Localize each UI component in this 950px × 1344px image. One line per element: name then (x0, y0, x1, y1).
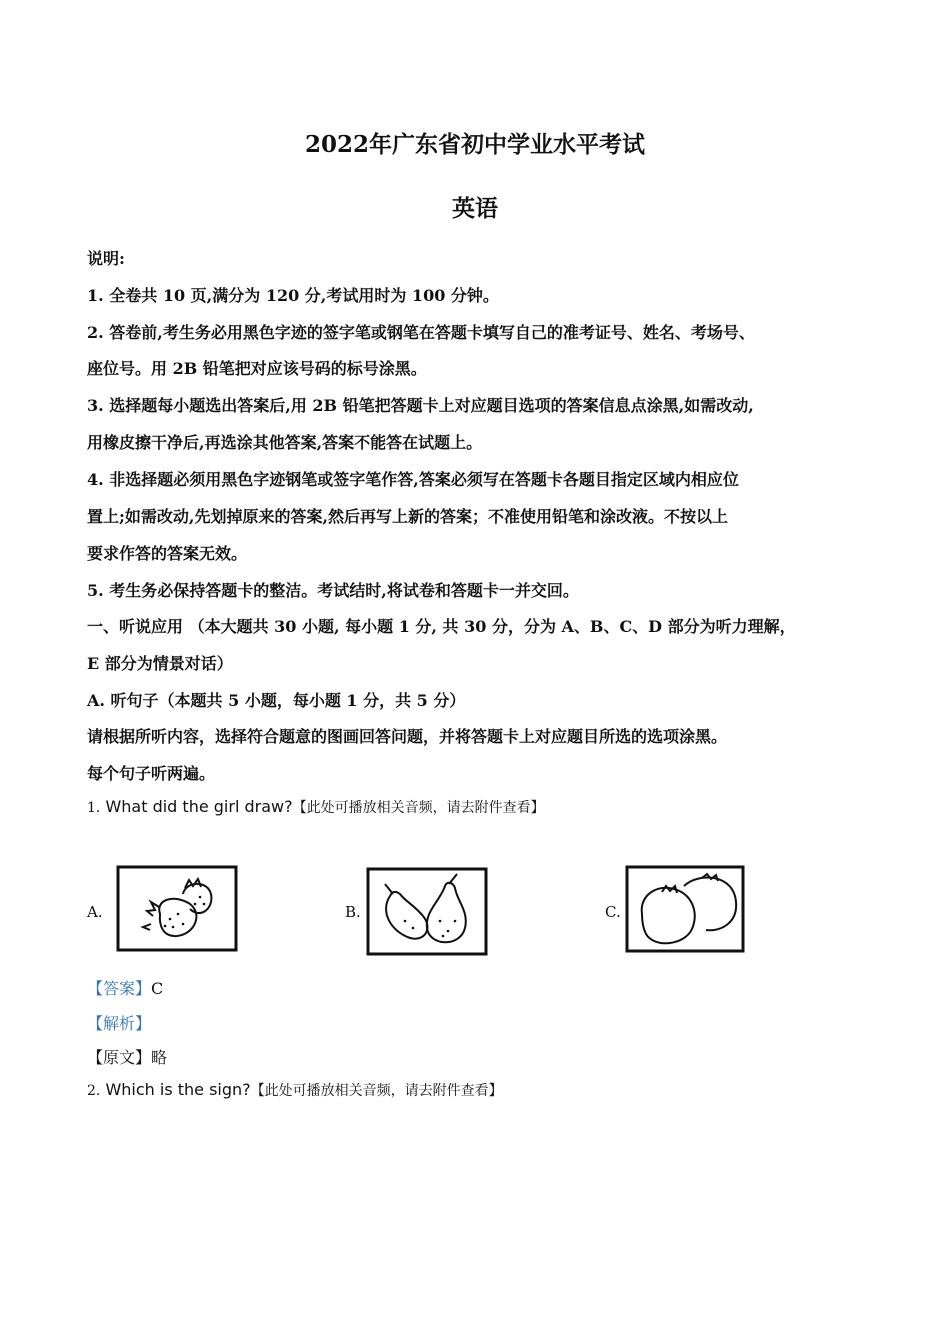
pears-picture[interactable] (365, 866, 490, 958)
directions-line: 请根据所听内容，选择符合题意的图画回答问题，并将答题卡上对应题目所选的选项涂黑。 (87, 727, 728, 746)
analysis-tag: 【解析】 (87, 1014, 152, 1033)
instruction-line: 4. 非选择题必须用黑色字迹钢笔或签字笔作答,答案必须写在答题卡各题目指定区域内相应位 (87, 470, 739, 489)
audio-note[interactable]: 【此处可播放相关音频，请去附件查看】 (292, 800, 545, 816)
option-b-label[interactable]: B. (345, 903, 361, 921)
instruction-line: 1. 全卷共 10 页,满分为 120 分,考试用时为 100 分钟。 (87, 286, 499, 305)
question-number: 1. (87, 800, 101, 816)
instruction-line: 3. 选择题每小题选出答案后,用 2B 铅笔把答题卡上对应题目选项的答案信息点涂黑,如需改动, (87, 396, 754, 415)
original-text: 略 (151, 1048, 168, 1067)
question-number: 2. (87, 1083, 101, 1099)
question-1 (87, 797, 877, 817)
instructions-heading: 说明: (87, 249, 125, 268)
question-text: What did the girl draw? (105, 797, 293, 816)
instruction-line: 2. 答卷前,考生务必用黑色字迹的签字笔或钢笔在答题卡填写自己的准考证号、姓名、考场号、 (87, 323, 755, 342)
exam-title: 2022年广东省初中学业水平考试 (304, 131, 645, 158)
instruction-line: 用橡皮擦干净后,再选涂其他答案,答案不能答在试题上。 (87, 433, 483, 452)
instruction-line: 要求作答的答案无效。 (87, 544, 248, 563)
original-row (87, 1045, 877, 1068)
question-text: Which is the sign? (105, 1080, 251, 1099)
answer-row (87, 976, 877, 999)
section-heading-cont: E 部分为情景对话） (87, 654, 233, 673)
option-a-label[interactable]: A. (87, 903, 103, 921)
original-tag: 【原文】 (87, 1048, 152, 1067)
option-c-label[interactable]: C. (605, 903, 621, 921)
answer-value: C (151, 979, 164, 998)
question-2 (87, 1080, 877, 1100)
part-a-heading: A. 听句子（本题共 5 小题，每小题 1 分，共 5 分） (87, 691, 466, 710)
instruction-line: 座位号。用 2B 铅笔把对应该号码的标号涂黑。 (87, 359, 427, 378)
instruction-line: 置上;如需改动,先划掉原来的答案,然后再写上新的答案；不准使用铅笔和涂改液。不按以上 (87, 507, 729, 526)
strawberries-picture[interactable] (115, 864, 240, 954)
directions-line: 每个句子听两遍。 (87, 764, 216, 783)
instruction-line: 5. 考生务必保持答题卡的整洁。考试结时,将试卷和答题卡一并交回。 (87, 581, 579, 600)
tomatoes-picture[interactable] (624, 864, 746, 954)
subject-title: 英语 (452, 195, 498, 222)
audio-note[interactable]: 【此处可播放相关音频，请去附件查看】 (250, 1083, 503, 1099)
section-heading: 一、听说应用 （本大题共 30 小题, 每小题 1 分, 共 30 分，分为 A、B、C、D 部分为听力理解， (87, 617, 796, 636)
answer-tag: 【答案】 (87, 979, 152, 998)
